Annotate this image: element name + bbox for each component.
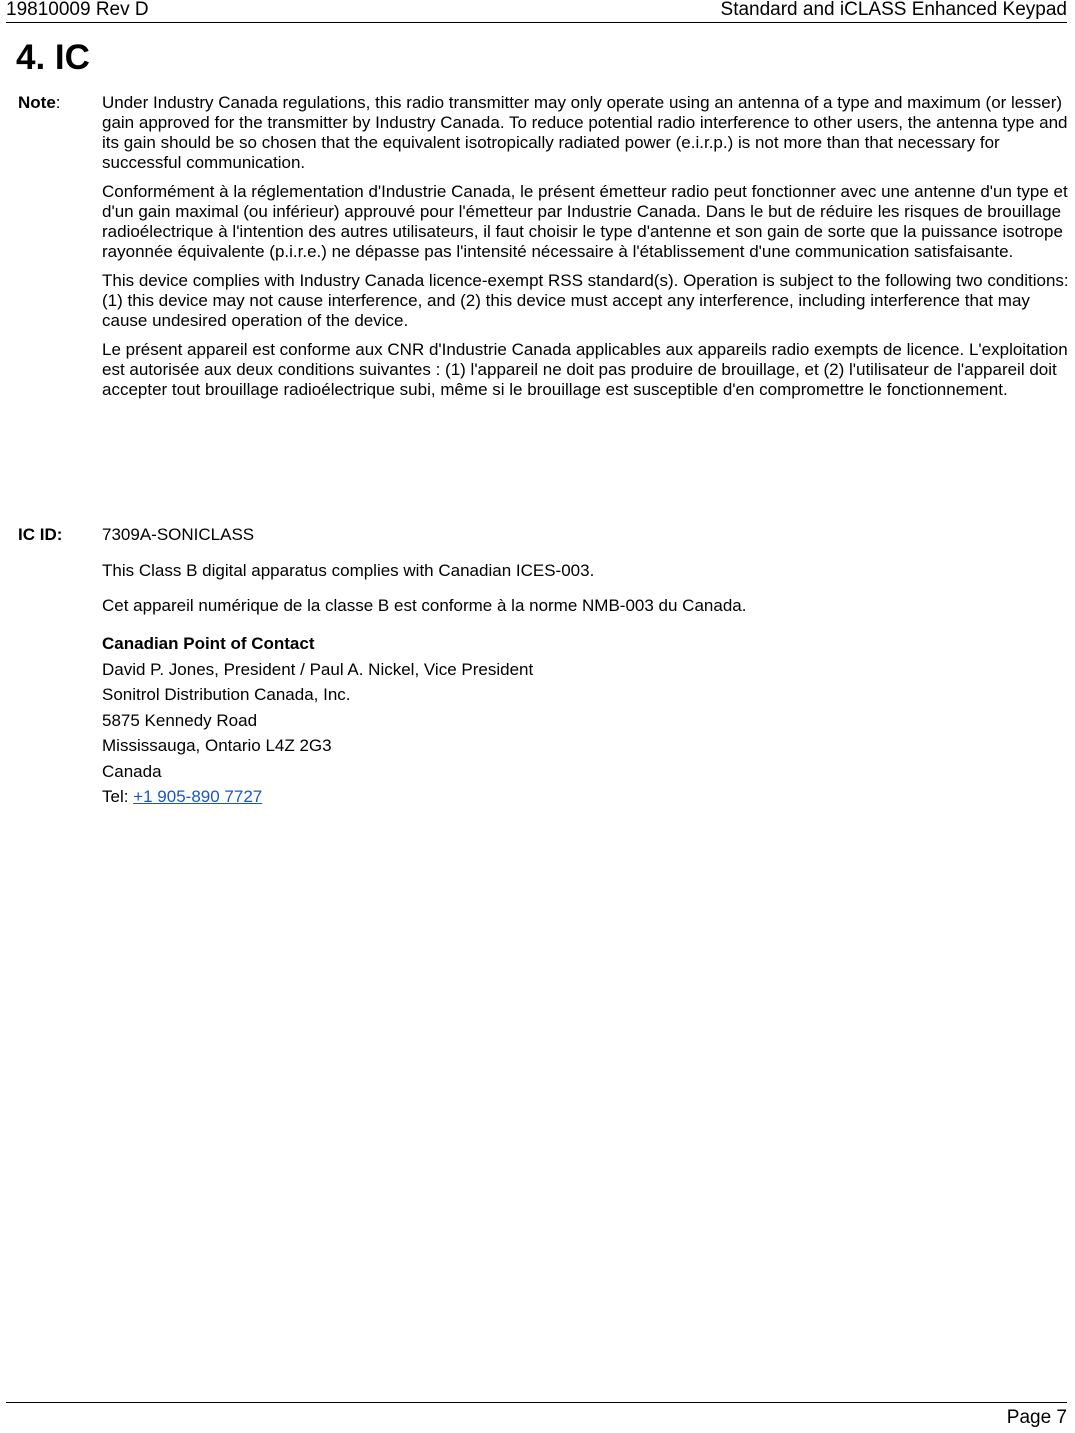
note-paragraph-en-conditions: This device complies with Industry Canada licence-exempt RSS standard(s). Operation is subject to the following two conditions: (1) this device may not cause interference, and (2) this device must accept any interference, including interference that may cause undesired operation of the device. <box>102 271 1069 330</box>
page-number: Page 7 <box>1006 1407 1067 1428</box>
note-paragraph-fr-conditions: Le présent appareil est conforme aux CNR d'Industrie Canada applicables aux appareils radio exempts de licence. L'exploitation est autorisée aux deux conditions suivantes : (1) l'appareil ne doit pas produire de brouillage, et (2) l'utilisateur de l'appareil doit accepter tout brouillage radioélectrique subi, même si le brouillage est susceptible d'en compromettre le fonctionnement. <box>102 340 1068 399</box>
note-paragraph-en-antenna: Under Industry Canada regulations, this radio transmitter may only operate using an antenna of a type and maximum (or lesser) gain approved for the transmitter by Industry Canada. To reduce potential radio interference to other users, the antenna type and its gain should be so chosen that the equivalent isotropically radiated power (e.i.r.p.) is not more than that necessary for successful communication. <box>102 93 1068 172</box>
note-label-text: Note <box>18 93 56 112</box>
phone-link[interactable]: +1 905-890 7727 <box>133 787 263 806</box>
note-body <box>102 93 1070 409</box>
contact-title: Canadian Point of Contact <box>102 634 315 653</box>
contact-city: Mississauga, Ontario L4Z 2G3 <box>102 736 332 755</box>
ic-id-value: 7309A-SONICLASS <box>102 525 255 544</box>
contact-tel <box>102 787 1070 807</box>
note-label-colon: : <box>55 93 61 112</box>
contact-country: Canada <box>102 761 162 781</box>
section-title: 4. IC <box>16 38 90 77</box>
page-footer <box>6 1402 1067 1433</box>
class-b-statement-en: This Class B digital apparatus complies with Canadian ICES-003. <box>102 561 595 580</box>
tel-label: Tel: <box>102 787 134 806</box>
document-number: 19810009 Rev D <box>6 0 149 20</box>
note-label <box>18 93 61 113</box>
ic-id-label: IC ID: <box>18 525 63 544</box>
contact-block <box>102 634 1070 807</box>
contact-names: David P. Jones, President / Paul A. Nickel, Vice President <box>102 659 534 679</box>
page-header <box>6 0 1067 23</box>
note-paragraph-fr-antenna: Conformément à la réglementation d'Industrie Canada, le présent émetteur radio peut fonctionner avec une antenne d'un type et d'un gain maximal (ou inférieur) approuvé pour l'émetteur par Industrie Canada. Dans le but de réduire les risques de brouillage radioélectrique à l'intention des autres utilisateurs, il faut choisir le type d'antenne et son gain de sorte que la puissance isotrope rayonnée équivalente (p.i.r.e.) ne dépasse pas l'intensité nécessaire à l'établissement d'une communication satisfaisante. <box>102 182 1068 261</box>
document-title: Standard and iCLASS Enhanced Keypad <box>720 0 1067 20</box>
ic-section <box>102 525 1070 813</box>
contact-company: Sonitrol Distribution Canada, Inc. <box>102 685 351 704</box>
class-b-statement-fr: Cet appareil numérique de la classe B est conforme à la norme NMB-003 du Canada. <box>102 596 747 615</box>
contact-street: 5875 Kennedy Road <box>102 710 258 730</box>
